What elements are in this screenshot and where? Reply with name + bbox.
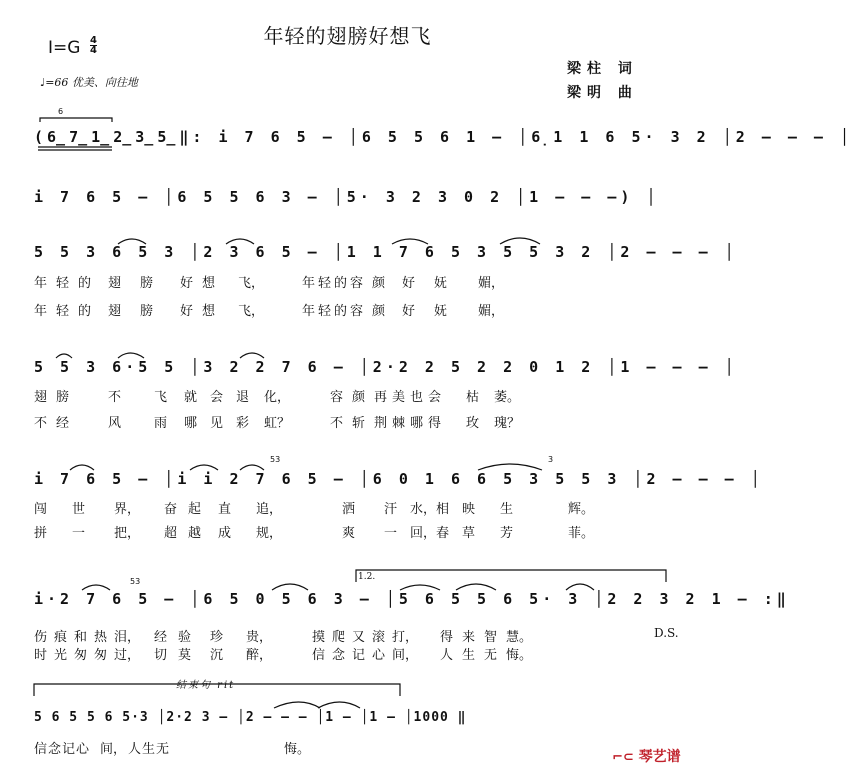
volta-label: 1.2. — [358, 572, 376, 582]
grace-note-label: 53 — [270, 455, 281, 464]
lyric-line-5-verse-1: 闯 世 界， 奋 起 直 追， 洒 汗 水，相 映 生 辉。 — [34, 502, 595, 517]
score-line-2-notes: i 7 6 5 – │6 5 5 6 3 – │5· 3 2 3 0 2 │1 – – –) │ — [34, 188, 660, 206]
lyric-line-3-verse-2: 年 轻 的 翅 膀 好 想 飞， 年 轻 的 容 颜 好 妩 媚， — [34, 304, 505, 319]
tuplet-bracket — [40, 118, 112, 122]
time-signature-bottom: 4 — [90, 45, 97, 56]
lyric-line-4-verse-1: 翅 膀 不 飞 就 会 退 化， 容 颜 再 美 也 会 枯 萎。 — [34, 390, 521, 405]
slur — [274, 702, 320, 708]
key-signature: I=G — [48, 38, 81, 58]
time-signature-top: 4 — [90, 35, 97, 46]
tuplet-number: 6 — [58, 107, 64, 116]
slur — [318, 702, 360, 708]
composer-credit: 梁明 曲 — [567, 85, 638, 101]
score-line-6-notes: i·2 7 6 5 – │6 5 0 5 6 3 – │5 6 5 5 6 5· 3 │2 2 3 2 1 – :‖ — [34, 590, 790, 608]
score-line-1-notes: (6̲7̲1̲2̲3̲5̲‖: i 7 6 5 – │6 5 5 6 1 – │6̣1 1 6 5· 3 2 │2 – – – │ — [34, 128, 853, 146]
grace-note-label: 3 — [548, 455, 554, 464]
score-line-4-notes: 5 5 3 6·5 5 │3 2 2 7 6 – │2·2 2 5 2 2 0 1 2 │1 – – – │ — [34, 358, 738, 376]
grace-note-label: 53 — [130, 577, 141, 586]
ds-marking: D.S. — [654, 626, 679, 640]
score-line-7-notes: 5 6 5 5 6 5·3 │2·2 3 – │2 – – – │1 – │1 – │1000 ‖ — [34, 710, 467, 725]
tempo-marking: ♩=66 优美、向往地 — [40, 76, 138, 89]
logo-mark-icon: ⌐⊂ — [612, 750, 634, 765]
lyricist-credit: 梁柱 词 — [567, 61, 638, 77]
lyric-line-5-verse-2: 拼 一 把， 超 越 成 规， 爽 一 回，春 草 芳 菲。 — [34, 526, 595, 541]
score-line-3-notes: 5 5 3 6 5 3 │2 3 6 5 – │1 1 7 6 5 3 5 5 3 2 │2 – – – │ — [34, 243, 738, 261]
lyric-line-3-verse-1: 年 轻 的 翅 膀 好 想 飞， 年 轻 的 容 颜 好 妩 媚， — [34, 276, 505, 291]
score-line-5-notes: i 7 6 5 – │i i 2 7 6 5 – │6 0 1 6 6 5 3 5 5 3 │2 – – – │ — [34, 470, 764, 488]
lyric-line-6-verse-1: 伤 痕 和 热 泪， 经 验 珍 贵， 摸 爬 又 滚 打， 得 来 智 慧。 — [34, 630, 533, 645]
page-title: 年轻的翅膀好想飞 — [263, 24, 432, 48]
ending-marking: 结束句 rit — [176, 680, 236, 691]
lyric-line-6-verse-2: 时 光 匆 匆 过， 切 莫 沉 醉， 信 念 记 心 间， 人 生 无 悔。 — [34, 648, 533, 663]
lyric-line-7: 信念记心 间， 人生无 悔。 — [34, 742, 311, 757]
lyric-line-4-verse-2: 不 经 风 雨 哪 见 彩 虹？ 不 斩 荆 棘 哪 得 玫 瑰？ — [34, 416, 521, 431]
site-logo — [612, 746, 681, 766]
time-signature — [90, 36, 97, 55]
logo-text: 琴艺谱 — [638, 749, 681, 765]
volta-bracket — [356, 570, 666, 582]
